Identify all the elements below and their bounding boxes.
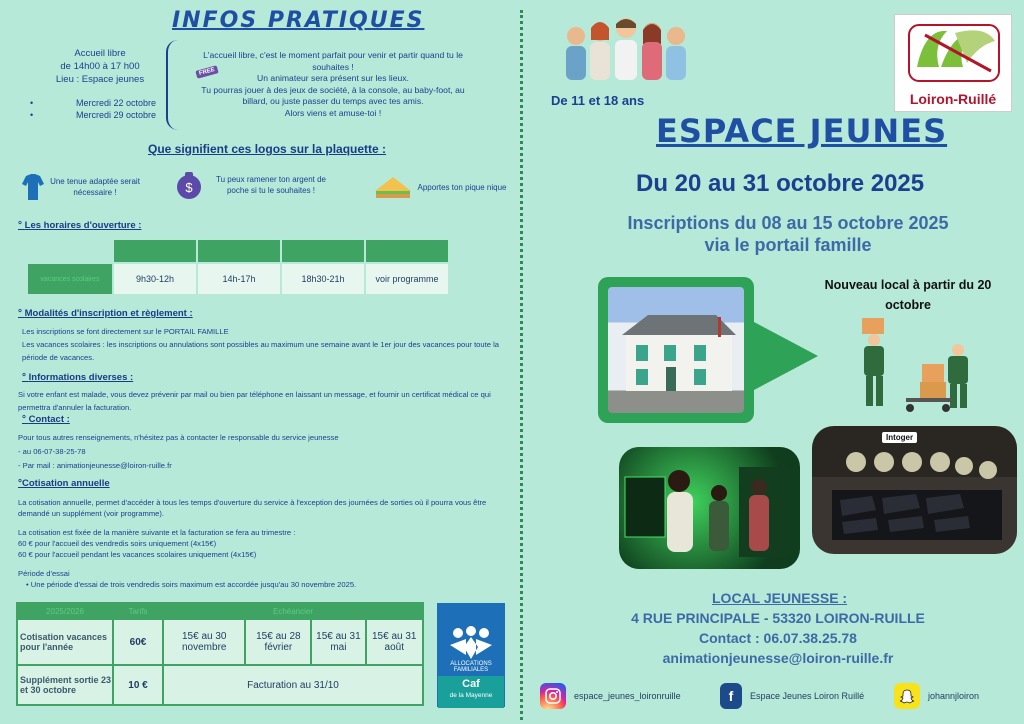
- accueil-dates: [30, 97, 156, 121]
- facebook-icon: f: [720, 683, 742, 709]
- essai-item: • Une période d'essai de trois vendredis soirs maximum est accordée jusqu'au 30 novembre 2025.: [26, 580, 357, 589]
- cotisation-title: °Cotisation annuelle: [18, 478, 110, 489]
- tarif-echeance: 15€ au 31 mai: [311, 619, 365, 665]
- accueil-line: de 14h00 à 17 h00: [60, 61, 140, 72]
- diverses-text: Si votre enfant est malade, vous devez prévenir par mail ou bien par téléphone en laissant un message, et fournir un certificat médical ce qui permettra d'annuler la facturation.: [18, 390, 491, 412]
- tarif-price: 10 €: [113, 665, 163, 705]
- horaires-title: ° Les horaires d'ouverture :: [18, 220, 142, 231]
- tarif-row-label: Cotisation vacances pour l'année: [17, 619, 113, 665]
- local-address: 4 RUE PRINCIPALE - 53320 LOIRON-RUILLE: [631, 610, 925, 626]
- inscriptions-block: [598, 212, 978, 256]
- cotisation-line: 60 € pour l'accueil des vendredis soirs uniquement (4x15€): [18, 539, 217, 548]
- hours-cell: 9h30-12h: [113, 263, 197, 295]
- cotisation-paragraph: La cotisation annuelle, permet d'accéder à tous les temps d'ouverture du service à l'exception des journées de sorties où il pourra vous être demandé un supplément (voir programme).: [18, 498, 487, 518]
- accueil-description: [188, 50, 478, 119]
- hours-header: Accueil après-midi: [197, 239, 281, 263]
- free-tag-icon: FREE: [195, 65, 218, 78]
- tarif-table: [16, 602, 424, 706]
- page-fold-divider: [520, 10, 523, 720]
- caf-logo-top: [438, 604, 504, 676]
- horaires-title-text: Les horaires d'ouverture :: [24, 220, 142, 231]
- facebook-handle: Espace Jeunes Loiron Ruillé: [750, 691, 865, 701]
- money-bag-icon: [172, 168, 206, 202]
- brace-divider: [166, 40, 182, 130]
- tarif-row-label: Supplément sortie 23 et 30 octobre: [17, 665, 113, 705]
- contact-mail: - Par mail : animationjeunesse@loiron-ruille.fr: [18, 461, 172, 470]
- contact-title-text: Contact :: [28, 414, 70, 425]
- logo-legend-text: Apportes ton pique nique: [417, 182, 507, 192]
- building-image: [608, 287, 744, 413]
- local-contact: Contact : 06.07.38.25.78: [699, 630, 857, 646]
- laser-brand-label: Intoger: [882, 432, 917, 443]
- tarif-facturation: Facturation au 31/10: [163, 665, 423, 705]
- caf-sub: de la Mayenne: [449, 692, 493, 699]
- modalites-title: ° Modalités d'inscription et règlement :: [18, 308, 193, 319]
- loiron-ruille-emblem-icon: [895, 15, 1013, 85]
- cotisation-line: 60 € pour l'accueil pendant les vacances scolaires uniquement (4x15€): [18, 550, 257, 559]
- logo-legend-money: [172, 168, 330, 202]
- accueil-text-line: Alors viens et amuse-toi !: [284, 107, 382, 118]
- session-dates: Du 20 au 31 octobre 2025: [636, 170, 925, 197]
- diverses-title-text: Informations diverses :: [28, 372, 134, 383]
- instagram-handle: espace_jeunes_loironruille: [574, 691, 681, 701]
- tarif-header: Echéancier: [163, 603, 423, 619]
- social-instagram[interactable]: [540, 683, 681, 709]
- espace-jeunes-title: ESPACE JEUNES: [656, 112, 948, 150]
- contact-phone: - au 06-07-38-25-78: [18, 447, 86, 456]
- date-item: • Mercredi 22 octobre: [30, 97, 156, 109]
- hours-row-label: vacances scolaires: [27, 263, 113, 295]
- accueil-line: Accueil libre: [74, 48, 126, 59]
- tarif-header: 2025/2026: [17, 603, 113, 619]
- essai-title: Période d'essai: [18, 569, 70, 578]
- tarif-echeance: 15€ au 28 février: [245, 619, 311, 665]
- modalites-line: Les inscriptions se font directement sur le PORTAIL FAMILLE: [22, 327, 229, 336]
- teens-group-illustration: [558, 14, 694, 90]
- logos-title: Que signifient ces logos sur la plaquette :: [148, 142, 387, 156]
- cotisation-paragraph: La cotisation est fixée de la manière suivante et la facturation se fera au trimestre :: [18, 528, 296, 537]
- contact-title: ° Contact :: [22, 414, 70, 425]
- modalites-title-text: Modalités d'inscription et règlement :: [24, 308, 193, 319]
- accueil-text-line: L'accueil libre, c'est le moment parfait pour venir et partir quand tu le souhaites !: [203, 50, 463, 72]
- hours-header: Accueil de soirée: [281, 239, 365, 263]
- nouveau-local-text: Nouveau local à partir du 20 octobre: [824, 278, 992, 312]
- horaires-table: [26, 238, 450, 296]
- date-item: • Mercredi 29 octobre: [30, 109, 156, 121]
- inscriptions-dates: Inscriptions du 08 au 15 octobre 2025: [627, 213, 949, 233]
- local-building-photo: [598, 277, 754, 423]
- cotisation-text: [18, 497, 510, 590]
- age-range: De 11 et 18 ans: [551, 93, 645, 108]
- hours-header: Sorties: [365, 239, 449, 263]
- family-icon: [446, 625, 496, 661]
- caf-line: FAMILIALES: [453, 667, 489, 673]
- instagram-icon: [540, 683, 566, 709]
- caf-logo-bottom: [438, 676, 504, 708]
- snapchat-icon: [894, 683, 920, 709]
- logo-legend-sandwich: [372, 170, 510, 204]
- local-email: animationjeunesse@loiron-ruille.fr: [662, 650, 894, 666]
- logo-legend-clothing: [16, 170, 140, 204]
- tarif-echeance: 15€ au 30 novembre: [163, 619, 245, 665]
- caf-name: Caf: [462, 678, 480, 690]
- escape-game-photo: [619, 447, 800, 569]
- logo-legend-text: Une tenue adaptée serait nécessaire !: [50, 177, 140, 197]
- infos-title: INFOS PRATIQUES: [172, 8, 425, 33]
- caf-logo: [437, 603, 505, 707]
- contact-text: [18, 431, 508, 473]
- tarif-header: Tarifs: [113, 603, 163, 619]
- hours-header: Accueil du matin: [113, 239, 197, 263]
- clothing-icon: [16, 170, 50, 204]
- hours-cell: 14h-17h: [197, 263, 281, 295]
- snapchat-handle: johannjloiron: [928, 691, 980, 701]
- laser-game-photo: [812, 426, 1017, 554]
- accueil-block: [40, 47, 160, 86]
- hours-cell: 18h30-21h: [281, 263, 365, 295]
- inscriptions-portail: via le portail famille: [704, 235, 872, 255]
- local-jeunesse-title: LOCAL JEUNESSE :: [712, 590, 848, 606]
- modalites-line: Les vacances scolaires : les inscriptions ou annulations sont possibles au maximum une semaine avant le 1er jour des vacances pour toute la période de vacances.: [22, 340, 499, 362]
- logo-legend-text: Tu peux ramener ton argent de poche si tu le souhaites !: [216, 175, 326, 195]
- social-snapchat[interactable]: [894, 683, 979, 709]
- tarif-price: 60€: [113, 619, 163, 665]
- modalites-text: [18, 325, 508, 364]
- arrow-right-icon: [754, 322, 818, 390]
- diverses-title: ° Informations diverses :: [22, 372, 134, 383]
- sandwich-icon: [372, 170, 414, 204]
- hours-cell: voir programme: [365, 263, 449, 295]
- movers-illustration: [850, 318, 978, 414]
- loiron-ruille-name: Loiron-Ruillé: [909, 91, 997, 107]
- caf-line: ALLOCATIONS: [450, 661, 492, 667]
- tarif-echeance: 15€ au 31 août: [366, 619, 423, 665]
- loiron-ruille-logo: [894, 14, 1012, 112]
- accueil-line: Lieu : Espace jeunes: [55, 74, 145, 85]
- accueil-text-line: Tu pourras jouer à des jeux de société, à la console, au baby-foot, au billard, ou juste passer du temps avec tes amis.: [201, 84, 465, 106]
- svg-text:$: $: [185, 180, 193, 195]
- cotisation-title-text: Cotisation annuelle: [22, 478, 110, 489]
- essai-text: Une période d'essai de trois vendredis soirs maximum est accordée jusqu'au 30 novembre 2025.: [30, 580, 357, 589]
- accueil-text-line: Un animateur sera présent sur les lieux.: [257, 73, 409, 83]
- social-facebook[interactable]: [720, 683, 864, 709]
- contact-intro: Pour tous autres renseignements, n'hésitez pas à contacter le responsable du service jeunesse: [18, 433, 339, 442]
